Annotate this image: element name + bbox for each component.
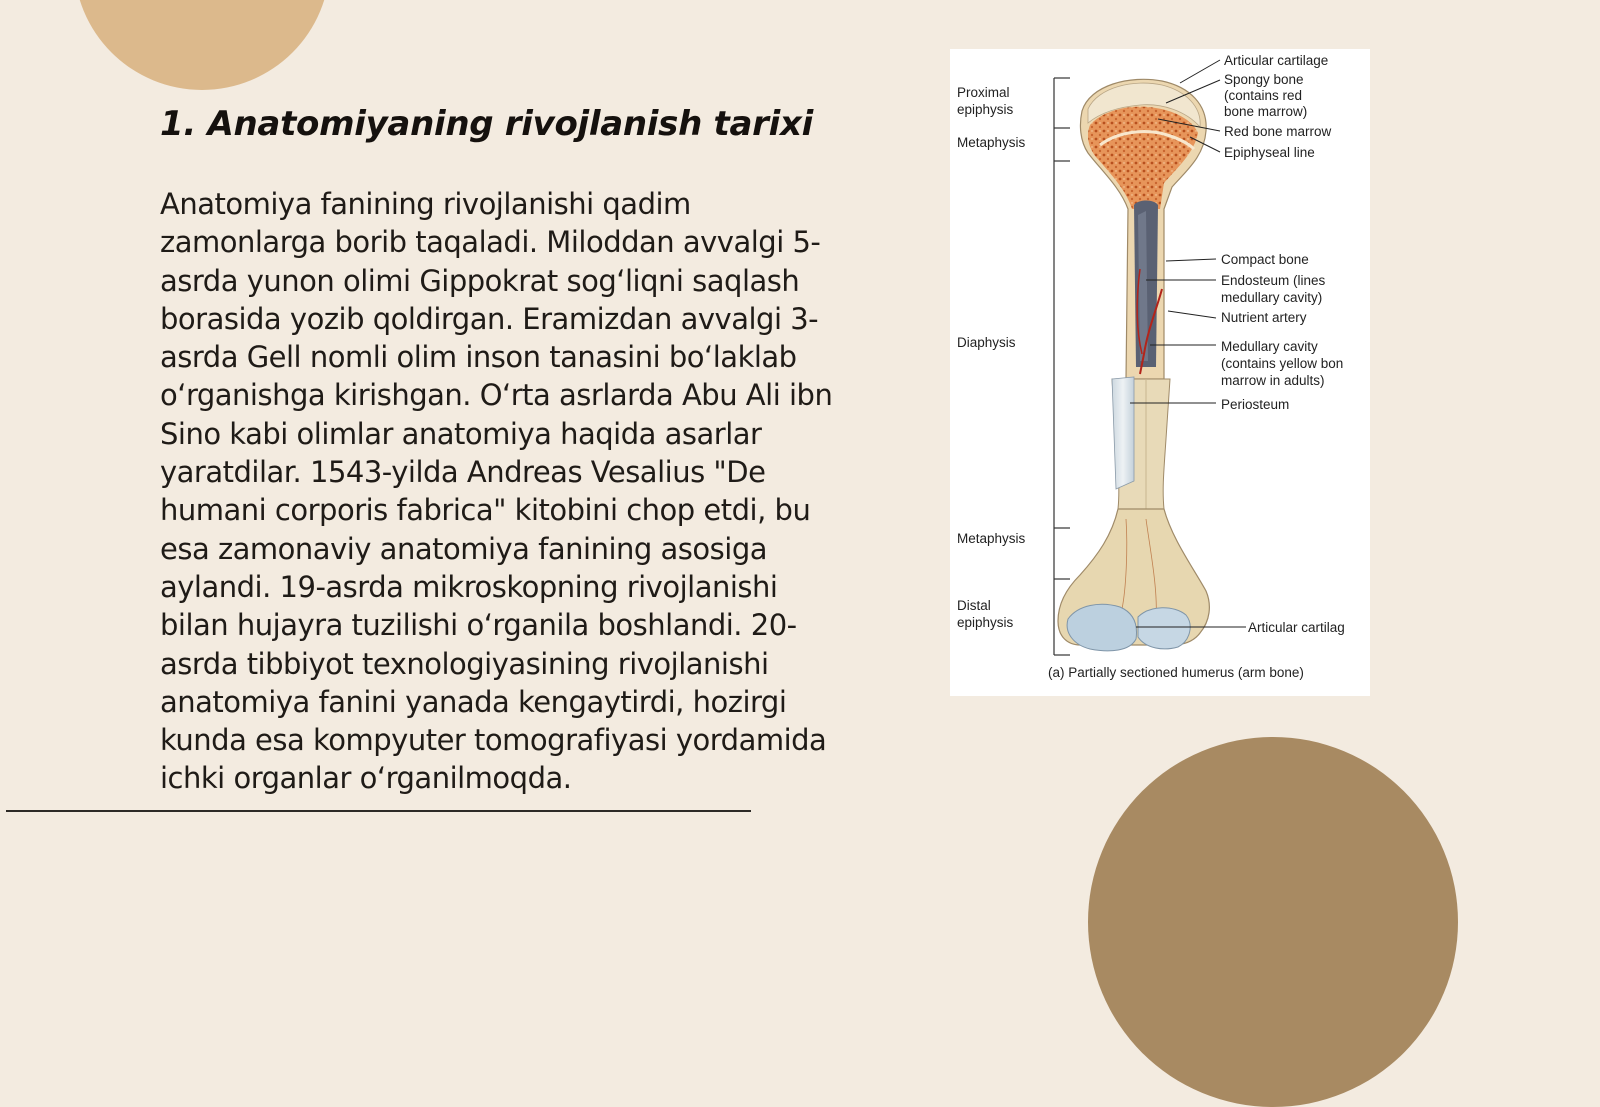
- decorative-circle-top: [74, 0, 330, 90]
- label-diaphysis: Diaphysis: [957, 335, 1016, 350]
- label-distal-epiphysis: epiphysis: [957, 615, 1014, 630]
- label-nutrient-artery: Nutrient artery: [1221, 310, 1307, 325]
- slide-title: 1. Anatomiyaning rivojlanish tarixi: [160, 104, 813, 144]
- label-epiphyseal-line: Epiphyseal line: [1224, 145, 1315, 160]
- label-medullary-cavity-3: marrow in adults): [1221, 373, 1325, 388]
- label-articular-cartilage-bottom: Articular cartilag: [1248, 620, 1345, 635]
- label-endosteum: Endosteum (lines: [1221, 273, 1326, 288]
- label-spongy-bone-2: (contains red: [1224, 88, 1303, 103]
- left-labels: [957, 85, 1026, 630]
- label-articular-cartilage-top: Articular cartilage: [1224, 53, 1329, 68]
- label-proximal-epiphysis: epiphysis: [957, 102, 1014, 117]
- humerus-bone: [1058, 79, 1209, 651]
- humerus-figure: [950, 49, 1370, 696]
- label-distal: Distal: [957, 598, 991, 613]
- body-paragraph: Anatomiya fanining rivojlanishi qadim zamonlarga borib taqaladi. Miloddan avvalgi 5-asrda yunon olimi Gippokrat sog‘liqni saqlash borasida yozib qoldirgan. Eramizdan avvalgi 3-asrda Gell nomli olim inson tanasini bo‘laklab o‘rganishga kirishgan. O‘rta asrlarda Abu Ali ibn Sino kabi olimlar anatomiya haqida asarlar yaratdilar. 1543-yilda Andreas Vesalius "De humani corporis fabrica" kitobini chop etdi, bu esa zamonaviy anatomiya fanining asosiga aylandi. 19-asrda mikroskopning rivojlanishi bilan hujayra tuzilishi o‘rganila boshlandi. 20-asrda tibbiyot texnologiyasining rivojlanishi anatomiya fanini yanada kengaytirdi, hozirgi kunda esa kompyuter tomografiyasi yordamida ichki organlar o‘rganilmoqda.: [160, 187, 833, 796]
- label-metaphysis-top: Metaphysis: [957, 135, 1026, 150]
- label-periosteum: Periosteum: [1221, 397, 1290, 412]
- region-bracket: [1054, 78, 1070, 655]
- figure-caption: (a) Partially sectioned humerus (arm bone): [1048, 665, 1304, 680]
- label-red-bone-marrow: Red bone marrow: [1224, 124, 1332, 139]
- humerus-diagram: [950, 49, 1370, 696]
- label-endosteum-2: medullary cavity): [1221, 290, 1323, 305]
- label-medullary-cavity-2: (contains yellow bon: [1221, 356, 1344, 371]
- divider-line: [6, 810, 751, 812]
- label-spongy-bone-3: bone marrow): [1224, 104, 1308, 119]
- label-compact-bone: Compact bone: [1221, 252, 1309, 267]
- label-medullary-cavity: Medullary cavity: [1221, 339, 1318, 354]
- label-proximal: Proximal: [957, 85, 1010, 100]
- decorative-circle-bottom: [1088, 737, 1458, 1107]
- label-spongy-bone: Spongy bone: [1224, 72, 1304, 87]
- right-labels: [1221, 53, 1345, 635]
- label-metaphysis-bottom: Metaphysis: [957, 531, 1026, 546]
